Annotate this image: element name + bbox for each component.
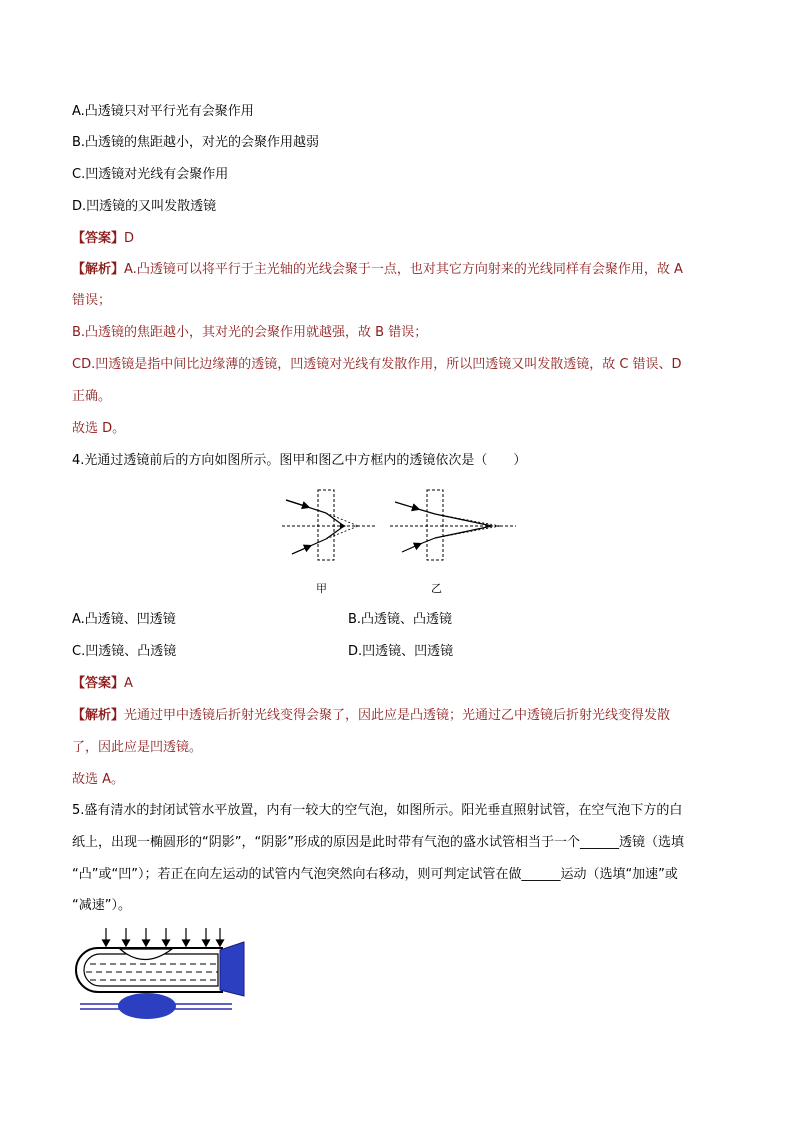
lens-figure (280, 488, 520, 574)
analysis-text: A.凸透镜可以将平行于主光轴的光线会聚于一点，也对其它方向射来的光线同样有会聚作用，故 A (124, 262, 683, 277)
q3-analysis-line-2: 错误； (72, 293, 112, 308)
q3-analysis-line-3: B.凸透镜的焦距越小，其对光的会聚作用就越强，故 B 错误； (72, 325, 428, 340)
lens-box (427, 490, 443, 560)
q4-conclusion: 故选 A。 (72, 772, 125, 787)
incident-ray-bottom (402, 544, 420, 552)
q4-option-a: A.凸透镜、凹透镜 (72, 612, 176, 627)
diagram-jia (282, 490, 375, 560)
q5-stem-line-2: 纸上，出现一椭圆形的“阴影”，“阴影”形成的原因是此时带有气泡的盛水试管相当于一个______透镜（选填 (72, 835, 684, 850)
figure-label-jia: 甲 (316, 582, 327, 595)
q3-option-d: D.凹透镜的又叫发散透镜 (72, 199, 217, 214)
q4-analysis-line-1 (72, 708, 670, 724)
q5-stem-line-3: “凸”或“凹”）；若正在向左运动的试管内气泡突然向右移动，则可判定试管在做______运动（选填“加速”或 (72, 867, 678, 882)
q4-answer (72, 676, 133, 692)
q3-conclusion: 故选 D。 (72, 421, 126, 436)
q5-stem-line-1: 5.盛有清水的封闭试管水平放置，内有一较大的空气泡，如图所示。阳光垂直照射试管，在空气泡下方的白 (72, 803, 683, 818)
analysis-tag: 【解析】 (72, 262, 125, 277)
q4-option-b: B.凸透镜、凸透镜 (348, 612, 453, 627)
answer-tag: 【答案】 (72, 676, 125, 691)
q3-option-c: C.凹透镜对光线有会聚作用 (72, 167, 229, 182)
diagram-yi (390, 490, 516, 560)
q4-analysis-line-2: 了，因此应是凹透镜。 (72, 740, 203, 755)
answer-value: D (124, 231, 135, 246)
q4-stem: 4.光通过透镜前后的方向如图所示。图甲和图乙中方框内的透镜依次是（ ） (72, 453, 527, 468)
q3-analysis-line-5: 正确。 (72, 389, 112, 404)
q5-stem-line-4: “减速”）。 (72, 898, 131, 913)
q3-option-a: A.凸透镜只对平行光有会聚作用 (72, 104, 254, 119)
figure-label-yi: 乙 (431, 582, 442, 595)
q4-option-c: C.凹透镜、凸透镜 (72, 644, 177, 659)
q3-analysis-line-4: CD.凹透镜是指中间比边缘薄的透镜，凹透镜对光线有发散作用，所以凹透镜又叫发散透镜，故 C 错误、D (72, 357, 682, 372)
q3-analysis-line-1 (72, 262, 683, 278)
q3-option-b: B.凸透镜的焦距越小，对光的会聚作用越弱 (72, 135, 320, 150)
test-tube-figure (72, 926, 252, 1022)
analysis-text: 光通过甲中透镜后折射光线变得会聚了，因此应是凸透镜；光通过乙中透镜后折射光线变得发散 (124, 708, 671, 723)
answer-value: A (124, 676, 133, 691)
shadow-ellipse (118, 993, 176, 1019)
incident-ray-top (395, 502, 418, 509)
q4-option-d: D.凹透镜、凹透镜 (348, 644, 454, 659)
analysis-tag: 【解析】 (72, 708, 125, 723)
q3-answer (72, 231, 134, 247)
answer-tag: 【答案】 (72, 231, 125, 246)
sunlight-arrows (103, 928, 224, 946)
stopper (220, 942, 244, 996)
lens-box (318, 490, 334, 560)
